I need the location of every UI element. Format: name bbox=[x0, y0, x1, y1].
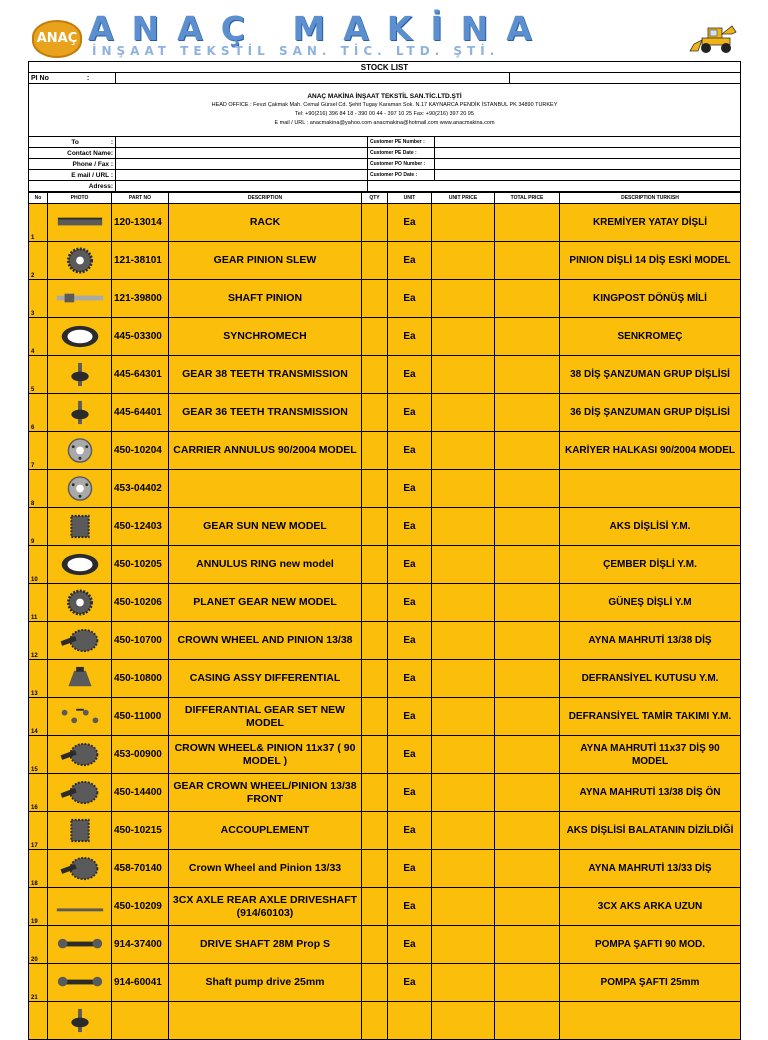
part-number: 450-10205 bbox=[112, 546, 169, 584]
unit-price-field[interactable] bbox=[432, 850, 495, 888]
total-price-field[interactable] bbox=[495, 318, 560, 356]
company-brand-subtitle: İNŞAAT TEKSTİL SAN. TİC. LTD. ŞTİ. bbox=[92, 44, 500, 58]
customer-po-number-label: Customer PO Number : bbox=[368, 159, 435, 170]
item-number: 15 bbox=[29, 736, 48, 774]
gear-shaft-photo bbox=[54, 399, 106, 426]
unit-price-field[interactable] bbox=[432, 280, 495, 318]
item-photo bbox=[48, 584, 112, 622]
unit: Ea bbox=[388, 394, 432, 432]
unit-price-field[interactable] bbox=[432, 964, 495, 1002]
table-row bbox=[29, 280, 741, 318]
column-header: QTY bbox=[362, 193, 388, 204]
part-number: 450-11000 bbox=[112, 698, 169, 736]
description-turkish: 36 DİŞ ŞANZUMAN GRUP DİŞLİSİ bbox=[560, 394, 741, 432]
item-photo bbox=[48, 660, 112, 698]
company-name: ANAÇ MAKİNA İNŞAAT TEKSTİL SAN.TİC.LTD.ŞTİ bbox=[307, 93, 462, 100]
item-description bbox=[169, 1002, 362, 1040]
total-price-field[interactable] bbox=[495, 280, 560, 318]
rack-photo bbox=[54, 209, 106, 236]
table-row bbox=[29, 774, 741, 812]
contact-name-field[interactable] bbox=[116, 148, 368, 159]
unit: Ea bbox=[388, 470, 432, 508]
total-price-field[interactable] bbox=[495, 242, 560, 280]
unit: Ea bbox=[388, 812, 432, 850]
description-turkish bbox=[560, 470, 741, 508]
table-row bbox=[29, 204, 741, 242]
item-number: 19 bbox=[29, 888, 48, 926]
item-photo bbox=[48, 242, 112, 280]
column-header: DESCRIPTION TURKISH bbox=[560, 193, 741, 204]
crown-photo bbox=[54, 855, 106, 882]
column-header: TOTAL PRICE bbox=[495, 193, 560, 204]
qty-field[interactable] bbox=[362, 812, 388, 850]
unit: Ea bbox=[388, 546, 432, 584]
part-number: 450-10206 bbox=[112, 584, 169, 622]
unit-price-field[interactable] bbox=[432, 926, 495, 964]
crown-photo bbox=[54, 741, 106, 768]
total-price-field[interactable] bbox=[495, 926, 560, 964]
description-turkish: POMPA ŞAFTI 25mm bbox=[560, 964, 741, 1002]
axle-photo bbox=[54, 893, 106, 920]
description-turkish: SENKROMEÇ bbox=[560, 318, 741, 356]
company-email-url: E mail / URL : anacmakina@yahoo.com anacmakina@hotmail.com www.anacmakina.com bbox=[274, 120, 495, 126]
customer-pe-date-label: Customer PE Date : bbox=[368, 148, 435, 159]
column-header: PHOTO bbox=[48, 193, 112, 204]
unit: Ea bbox=[388, 318, 432, 356]
unit-price-field[interactable] bbox=[432, 204, 495, 242]
phone-fax-label: Phone / Fax : bbox=[29, 159, 116, 170]
qty-field[interactable] bbox=[362, 470, 388, 508]
item-photo bbox=[48, 356, 112, 394]
item-number: 11 bbox=[29, 584, 48, 622]
to-field[interactable] bbox=[116, 137, 368, 148]
table-header-row bbox=[29, 193, 741, 204]
description-turkish: AYNA MAHRUTİ 11x37 DİŞ 90 MODEL bbox=[560, 736, 741, 774]
unit bbox=[388, 1002, 432, 1040]
company-header bbox=[28, 9, 740, 60]
description-turkish: DEFRANSİYEL KUTUSU Y.M. bbox=[560, 660, 741, 698]
unit-price-field[interactable] bbox=[432, 508, 495, 546]
total-price-field[interactable] bbox=[495, 432, 560, 470]
unit-price-field[interactable] bbox=[432, 1002, 495, 1040]
qty-field[interactable] bbox=[362, 280, 388, 318]
total-price-field[interactable] bbox=[495, 394, 560, 432]
address-field[interactable] bbox=[116, 181, 368, 192]
description-turkish: AKS DİŞLİSİ BALATANIN DİZİLDİĞİ bbox=[560, 812, 741, 850]
part-number: 121-39800 bbox=[112, 280, 169, 318]
table-row bbox=[29, 964, 741, 1002]
part-number: 450-12403 bbox=[112, 508, 169, 546]
item-number: 4 bbox=[29, 318, 48, 356]
unit-price-field[interactable] bbox=[432, 546, 495, 584]
column-header: UNIT bbox=[388, 193, 432, 204]
item-description: CASING ASSY DIFFERENTIAL bbox=[169, 660, 362, 698]
unit-price-field[interactable] bbox=[432, 470, 495, 508]
column-header: No bbox=[29, 193, 48, 204]
unit: Ea bbox=[388, 698, 432, 736]
item-number: 18 bbox=[29, 850, 48, 888]
item-number: 17 bbox=[29, 812, 48, 850]
company-phone-fax: Tel: +90(216) 396 84 18 - 390 00 44 - 397 10 25 Fax: +90(216) 397 20 95 bbox=[295, 111, 474, 117]
item-description: CROWN WHEEL AND PINION 13/38 bbox=[169, 622, 362, 660]
total-price-field[interactable] bbox=[495, 812, 560, 850]
part-number: 914-60041 bbox=[112, 964, 169, 1002]
item-description: ANNULUS RING new model bbox=[169, 546, 362, 584]
table-row bbox=[29, 356, 741, 394]
total-price-field[interactable] bbox=[495, 888, 560, 926]
table-row bbox=[29, 584, 741, 622]
unit: Ea bbox=[388, 432, 432, 470]
company-logo: ANAÇ bbox=[32, 20, 82, 58]
unit: Ea bbox=[388, 584, 432, 622]
qty-field[interactable] bbox=[362, 964, 388, 1002]
item-photo bbox=[48, 622, 112, 660]
unit: Ea bbox=[388, 888, 432, 926]
unit-price-field[interactable] bbox=[432, 622, 495, 660]
item-photo bbox=[48, 508, 112, 546]
unit-price-field[interactable] bbox=[432, 812, 495, 850]
carrier-photo bbox=[54, 437, 106, 464]
item-description: 3CX AXLE REAR AXLE DRIVESHAFT (914/60103) bbox=[169, 888, 362, 926]
part-number: 450-14400 bbox=[112, 774, 169, 812]
carrier-photo bbox=[54, 475, 106, 502]
unit-price-field[interactable] bbox=[432, 774, 495, 812]
table-row bbox=[29, 242, 741, 280]
item-number: 1 bbox=[29, 204, 48, 242]
part-number: 445-64301 bbox=[112, 356, 169, 394]
email-url-label: E mail / URL : bbox=[29, 170, 116, 181]
item-photo bbox=[48, 204, 112, 242]
unit: Ea bbox=[388, 356, 432, 394]
gear-photo bbox=[54, 589, 106, 616]
unit-price-field[interactable] bbox=[432, 888, 495, 926]
item-photo bbox=[48, 280, 112, 318]
part-number: 914-37400 bbox=[112, 926, 169, 964]
part-number: 121-38101 bbox=[112, 242, 169, 280]
item-number: 21 bbox=[29, 964, 48, 1002]
total-price-field[interactable] bbox=[495, 356, 560, 394]
column-header: DESCRIPTION bbox=[169, 193, 362, 204]
item-number: 2 bbox=[29, 242, 48, 280]
item-number: 16 bbox=[29, 774, 48, 812]
total-price-field[interactable] bbox=[495, 622, 560, 660]
description-turkish: KREMİYER YATAY DİŞLİ bbox=[560, 204, 741, 242]
unit-price-field[interactable] bbox=[432, 736, 495, 774]
item-photo bbox=[48, 394, 112, 432]
item-photo bbox=[48, 812, 112, 850]
qty-field[interactable] bbox=[362, 394, 388, 432]
customer-pe-date-field[interactable] bbox=[435, 148, 741, 159]
unit-price-field[interactable] bbox=[432, 394, 495, 432]
customer-pe-number-field[interactable] bbox=[435, 137, 741, 148]
part-number bbox=[112, 1002, 169, 1040]
part-number: 120-13014 bbox=[112, 204, 169, 242]
table-row bbox=[29, 394, 741, 432]
item-description: CARRIER ANNULUS 90/2004 MODEL bbox=[169, 432, 362, 470]
description-turkish: AKS DİŞLİSİ Y.M. bbox=[560, 508, 741, 546]
item-photo bbox=[48, 432, 112, 470]
total-price-field[interactable] bbox=[495, 964, 560, 1002]
unit: Ea bbox=[388, 204, 432, 242]
table-row bbox=[29, 432, 741, 470]
description-turkish: ÇEMBER DİŞLİ Y.M. bbox=[560, 546, 741, 584]
item-description: GEAR PINION SLEW bbox=[169, 242, 362, 280]
table-row bbox=[29, 736, 741, 774]
table-row bbox=[29, 850, 741, 888]
qty-field[interactable] bbox=[362, 432, 388, 470]
total-price-field[interactable] bbox=[495, 774, 560, 812]
description-turkish: 38 DİŞ ŞANZUMAN GRUP DİŞLİSİ bbox=[560, 356, 741, 394]
total-price-field[interactable] bbox=[495, 736, 560, 774]
ring-photo bbox=[54, 323, 106, 350]
qty-field[interactable] bbox=[362, 888, 388, 926]
table-row bbox=[29, 926, 741, 964]
sun-gear-photo bbox=[54, 817, 106, 844]
unit: Ea bbox=[388, 774, 432, 812]
item-description: DIFFERANTIAL GEAR SET NEW MODEL bbox=[169, 698, 362, 736]
table-row bbox=[29, 470, 741, 508]
qty-field[interactable] bbox=[362, 1002, 388, 1040]
qty-field[interactable] bbox=[362, 622, 388, 660]
ring-photo bbox=[54, 551, 106, 578]
unit-price-field[interactable] bbox=[432, 584, 495, 622]
order-form bbox=[28, 61, 741, 192]
table-row bbox=[29, 546, 741, 584]
item-number bbox=[29, 1002, 48, 1040]
item-description: ACCOUPLEMENT bbox=[169, 812, 362, 850]
qty-field[interactable] bbox=[362, 774, 388, 812]
contact-name-label: Contact Name: bbox=[29, 148, 116, 159]
qty-field[interactable] bbox=[362, 204, 388, 242]
qty-field[interactable] bbox=[362, 660, 388, 698]
item-description: GEAR 36 TEETH TRANSMISSION bbox=[169, 394, 362, 432]
item-number: 9 bbox=[29, 508, 48, 546]
unit-price-field[interactable] bbox=[432, 242, 495, 280]
item-description: Crown Wheel and Pinion 13/33 bbox=[169, 850, 362, 888]
description-turkish: GÜNEŞ DİŞLİ Y.M bbox=[560, 584, 741, 622]
part-number: 453-04402 bbox=[112, 470, 169, 508]
pi-number-label: PI No : bbox=[29, 73, 116, 84]
table-row bbox=[29, 318, 741, 356]
unit-price-field[interactable] bbox=[432, 660, 495, 698]
qty-field[interactable] bbox=[362, 926, 388, 964]
company-address-block bbox=[29, 84, 741, 137]
part-number: 458-70140 bbox=[112, 850, 169, 888]
sun-gear-photo bbox=[54, 513, 106, 540]
address-label: Adress: bbox=[29, 181, 116, 192]
part-number: 450-10209 bbox=[112, 888, 169, 926]
item-number: 8 bbox=[29, 470, 48, 508]
item-number: 13 bbox=[29, 660, 48, 698]
qty-field[interactable] bbox=[362, 242, 388, 280]
qty-field[interactable] bbox=[362, 736, 388, 774]
item-photo bbox=[48, 470, 112, 508]
unit: Ea bbox=[388, 926, 432, 964]
part-number: 450-10700 bbox=[112, 622, 169, 660]
item-photo bbox=[48, 736, 112, 774]
item-photo bbox=[48, 318, 112, 356]
total-price-field[interactable] bbox=[495, 584, 560, 622]
item-description: PLANET GEAR NEW MODEL bbox=[169, 584, 362, 622]
phone-fax-field[interactable] bbox=[116, 159, 368, 170]
driveshaft-photo bbox=[54, 931, 106, 958]
total-price-field[interactable] bbox=[495, 1002, 560, 1040]
unit: Ea bbox=[388, 622, 432, 660]
address-extra-field bbox=[368, 181, 741, 192]
item-photo bbox=[48, 1002, 112, 1040]
item-number: 20 bbox=[29, 926, 48, 964]
gear-shaft-photo bbox=[54, 1007, 106, 1034]
description-turkish: 3CX AKS ARKA UZUN bbox=[560, 888, 741, 926]
description-turkish: AYNA MAHRUTİ 13/38 DİŞ ÖN bbox=[560, 774, 741, 812]
item-number: 14 bbox=[29, 698, 48, 736]
item-description: GEAR CROWN WHEEL/PINION 13/38 FRONT bbox=[169, 774, 362, 812]
total-price-field[interactable] bbox=[495, 660, 560, 698]
table-row bbox=[29, 888, 741, 926]
table-row bbox=[29, 508, 741, 546]
item-description: GEAR SUN NEW MODEL bbox=[169, 508, 362, 546]
crown-photo bbox=[54, 627, 106, 654]
item-photo bbox=[48, 774, 112, 812]
set-photo bbox=[54, 703, 106, 730]
shaft-photo bbox=[54, 285, 106, 312]
customer-pe-number-label: Customer PE Number : bbox=[368, 137, 435, 148]
column-header: UNIT PRICE bbox=[432, 193, 495, 204]
item-description: SHAFT PINION bbox=[169, 280, 362, 318]
qty-field[interactable] bbox=[362, 850, 388, 888]
unit-price-field[interactable] bbox=[432, 698, 495, 736]
item-description: GEAR 38 TEETH TRANSMISSION bbox=[169, 356, 362, 394]
total-price-field[interactable] bbox=[495, 204, 560, 242]
item-description: Shaft pump drive 25mm bbox=[169, 964, 362, 1002]
table-row bbox=[29, 622, 741, 660]
item-number: 6 bbox=[29, 394, 48, 432]
item-photo bbox=[48, 926, 112, 964]
description-turkish: KINGPOST DÖNÜŞ MİLİ bbox=[560, 280, 741, 318]
qty-field[interactable] bbox=[362, 698, 388, 736]
qty-field[interactable] bbox=[362, 356, 388, 394]
item-description bbox=[169, 470, 362, 508]
unit: Ea bbox=[388, 242, 432, 280]
total-price-field[interactable] bbox=[495, 508, 560, 546]
item-photo bbox=[48, 888, 112, 926]
item-number: 7 bbox=[29, 432, 48, 470]
description-turkish bbox=[560, 1002, 741, 1040]
part-number: 450-10204 bbox=[112, 432, 169, 470]
table-row bbox=[29, 1002, 741, 1040]
description-turkish: DEFRANSİYEL TAMİR TAKIMI Y.M. bbox=[560, 698, 741, 736]
description-turkish: POMPA ŞAFTI 90 MOD. bbox=[560, 926, 741, 964]
stock-list-title: STOCK LIST bbox=[29, 62, 741, 73]
email-url-field[interactable] bbox=[116, 170, 368, 181]
part-number: 450-10215 bbox=[112, 812, 169, 850]
total-price-field[interactable] bbox=[495, 850, 560, 888]
crown-photo bbox=[54, 779, 106, 806]
description-turkish: PINION DİŞLİ 14 DİŞ ESKİ MODEL bbox=[560, 242, 741, 280]
item-number: 10 bbox=[29, 546, 48, 584]
item-description: RACK bbox=[169, 204, 362, 242]
item-description: DRIVE SHAFT 28M Prop S bbox=[169, 926, 362, 964]
qty-field[interactable] bbox=[362, 508, 388, 546]
head-office-address: HEAD OFFICE : Fevzi Çakmak Mah. Cemal Gürsel Cd. Şehit Tugay Karaman Sok. N.17 KAYNARCA PENDİK İSTANBUL PK 34890 TURKEY bbox=[211, 102, 558, 108]
total-price-field[interactable] bbox=[495, 470, 560, 508]
part-number: 453-00900 bbox=[112, 736, 169, 774]
table-row bbox=[29, 812, 741, 850]
customer-po-date-field[interactable] bbox=[435, 170, 741, 181]
unit-price-field[interactable] bbox=[432, 432, 495, 470]
part-number: 450-10800 bbox=[112, 660, 169, 698]
item-number: 5 bbox=[29, 356, 48, 394]
table-row bbox=[29, 660, 741, 698]
stock-items-table bbox=[28, 192, 741, 1040]
item-photo bbox=[48, 850, 112, 888]
total-price-field[interactable] bbox=[495, 698, 560, 736]
description-turkish: AYNA MAHRUTİ 13/33 DİŞ bbox=[560, 850, 741, 888]
unit: Ea bbox=[388, 850, 432, 888]
qty-field[interactable] bbox=[362, 318, 388, 356]
item-number: 12 bbox=[29, 622, 48, 660]
qty-field[interactable] bbox=[362, 584, 388, 622]
pi-number-field[interactable] bbox=[116, 73, 510, 84]
unit: Ea bbox=[388, 508, 432, 546]
unit-price-field[interactable] bbox=[432, 356, 495, 394]
qty-field[interactable] bbox=[362, 546, 388, 584]
part-number: 445-03300 bbox=[112, 318, 169, 356]
part-number: 445-64401 bbox=[112, 394, 169, 432]
table-row bbox=[29, 698, 741, 736]
casing-photo bbox=[54, 665, 106, 692]
driveshaft-photo bbox=[54, 969, 106, 996]
unit: Ea bbox=[388, 964, 432, 1002]
item-photo bbox=[48, 698, 112, 736]
gear-photo bbox=[54, 247, 106, 274]
to-label: To : bbox=[29, 137, 116, 148]
total-price-field[interactable] bbox=[495, 546, 560, 584]
description-turkish: KARİYER HALKASI 90/2004 MODEL bbox=[560, 432, 741, 470]
item-description: CROWN WHEEL& PINION 11x37 ( 90 MODEL ) bbox=[169, 736, 362, 774]
excavator-icon bbox=[688, 18, 738, 56]
item-description: SYNCHROMECH bbox=[169, 318, 362, 356]
item-number: 3 bbox=[29, 280, 48, 318]
unit-price-field[interactable] bbox=[432, 318, 495, 356]
gear-shaft-photo bbox=[54, 361, 106, 388]
unit: Ea bbox=[388, 660, 432, 698]
description-turkish: AYNA MAHRUTİ 13/38 DİŞ bbox=[560, 622, 741, 660]
unit: Ea bbox=[388, 736, 432, 774]
column-header: PART NO bbox=[112, 193, 169, 204]
item-photo bbox=[48, 546, 112, 584]
unit: Ea bbox=[388, 280, 432, 318]
customer-po-number-field[interactable] bbox=[435, 159, 741, 170]
item-photo bbox=[48, 964, 112, 1002]
customer-po-date-label: Customer PO Date : bbox=[368, 170, 435, 181]
company-brand-name: ANAÇ MAKİNA bbox=[88, 9, 550, 48]
pi-number-extra-field[interactable] bbox=[510, 73, 741, 84]
